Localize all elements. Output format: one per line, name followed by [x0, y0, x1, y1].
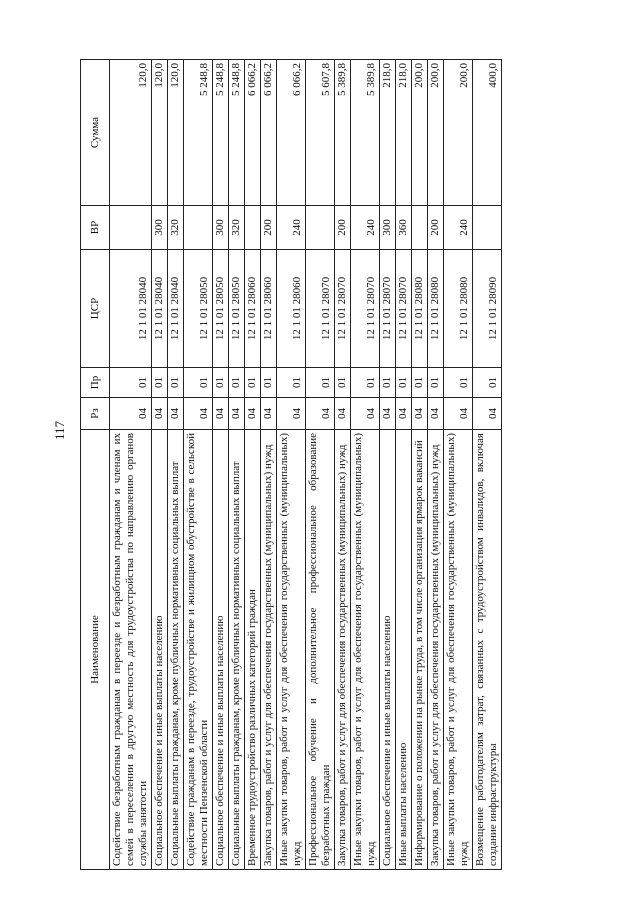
- cell-rz: 04: [473, 398, 502, 430]
- cell-rz: 04: [412, 398, 428, 430]
- cell-csr: 12 1 01 28070: [380, 250, 396, 368]
- cell-name: Закупка товаров, работ и услуг для обеспечения государственных (муниципальных) нужд: [261, 430, 277, 870]
- cell-csr: 12 1 01 28070: [351, 250, 380, 368]
- cell-vr: 320: [229, 206, 245, 250]
- table-row: [380, 60, 396, 870]
- cell-sum: 400,0: [473, 60, 502, 206]
- cell-csr: 12 1 01 28060: [277, 250, 306, 368]
- table-row: [473, 60, 502, 870]
- cell-vr: 240: [351, 206, 380, 250]
- table-row: [444, 60, 473, 870]
- cell-vr: [110, 206, 152, 250]
- table-row: [184, 60, 213, 870]
- cell-sum: 5 248,8: [184, 60, 213, 206]
- cell-pr: 01: [277, 368, 306, 398]
- header-vr: ВР: [81, 206, 110, 250]
- cell-vr: 200: [428, 206, 444, 250]
- cell-csr: 12 1 01 28060: [261, 250, 277, 368]
- cell-vr: 240: [444, 206, 473, 250]
- cell-name: Иные закупки товаров, работ и услуг для обеспечения государственных (муниципальных) нужд: [444, 430, 473, 870]
- cell-csr: 12 1 01 28050: [213, 250, 229, 368]
- table-row: [412, 60, 428, 870]
- cell-rz: 04: [444, 398, 473, 430]
- table-row: [245, 60, 261, 870]
- cell-name: Социальное обеспечение и иные выплаты населению: [213, 430, 229, 870]
- cell-rz: 04: [351, 398, 380, 430]
- cell-pr: 01: [380, 368, 396, 398]
- cell-rz: 04: [306, 398, 335, 430]
- table-row: [335, 60, 351, 870]
- cell-sum: 218,0: [380, 60, 396, 206]
- cell-vr: 240: [277, 206, 306, 250]
- cell-csr: 12 1 01 28040: [168, 250, 184, 368]
- cell-csr: 12 1 01 28090: [473, 250, 502, 368]
- cell-vr: 300: [152, 206, 168, 250]
- cell-sum: 200,0: [428, 60, 444, 206]
- cell-name: Профессиональное обучение и дополнительное профессиональное образование безработных граждан: [306, 430, 335, 870]
- table-row: [168, 60, 184, 870]
- cell-name: Содействие гражданам в переезде, трудоустройстве и жилищном обустройстве в сельской местности Пензенской области: [184, 430, 213, 870]
- cell-rz: 04: [335, 398, 351, 430]
- cell-csr: 12 1 01 28050: [184, 250, 213, 368]
- header-csr: ЦСР: [81, 250, 110, 368]
- cell-vr: 300: [213, 206, 229, 250]
- cell-name: Социальные выплаты гражданам, кроме публичных нормативных социальных выплат: [229, 430, 245, 870]
- cell-csr: 12 1 01 28070: [396, 250, 412, 368]
- cell-name: Информирование о положении на рынке труда, в том числе организация ярмарок вакансий: [412, 430, 428, 870]
- cell-name: Иные выплаты населению: [396, 430, 412, 870]
- cell-pr: 01: [110, 368, 152, 398]
- table-row: [351, 60, 380, 870]
- cell-pr: 01: [412, 368, 428, 398]
- cell-csr: 12 1 01 28070: [335, 250, 351, 368]
- cell-csr: 12 1 01 28050: [229, 250, 245, 368]
- cell-pr: 01: [229, 368, 245, 398]
- table-row: [277, 60, 306, 870]
- cell-pr: 01: [335, 368, 351, 398]
- cell-rz: 04: [168, 398, 184, 430]
- cell-rz: 04: [396, 398, 412, 430]
- cell-rz: 04: [428, 398, 444, 430]
- table-row: [110, 60, 152, 870]
- cell-vr: 200: [335, 206, 351, 250]
- cell-rz: 04: [261, 398, 277, 430]
- cell-pr: 01: [306, 368, 335, 398]
- cell-csr: 12 1 01 28040: [110, 250, 152, 368]
- cell-vr: [306, 206, 335, 250]
- header-name: Наименование: [81, 430, 110, 870]
- cell-name: Иные закупки товаров, работ и услуг для обеспечения государственных (муниципальных) нужд: [351, 430, 380, 870]
- cell-sum: 6 066,2: [277, 60, 306, 206]
- cell-rz: 04: [245, 398, 261, 430]
- cell-pr: 01: [444, 368, 473, 398]
- cell-csr: 12 1 01 28080: [428, 250, 444, 368]
- cell-rz: 04: [229, 398, 245, 430]
- cell-name: Закупка товаров, работ и услуг для обеспечения государственных (муниципальных) нужд: [428, 430, 444, 870]
- cell-vr: 200: [261, 206, 277, 250]
- cell-pr: 01: [261, 368, 277, 398]
- cell-sum: 200,0: [412, 60, 428, 206]
- cell-sum: 5 389,8: [335, 60, 351, 206]
- cell-pr: 01: [168, 368, 184, 398]
- cell-rz: 04: [152, 398, 168, 430]
- cell-rz: 04: [277, 398, 306, 430]
- table-row: [306, 60, 335, 870]
- table-row: [229, 60, 245, 870]
- cell-sum: 120,0: [152, 60, 168, 206]
- cell-name: Содействие безработным гражданам в переезде и безработным гражданам и членам их семей в переселении в другую местность для трудоустройства по направлению органов службы занятости: [110, 430, 152, 870]
- cell-name: Социальное обеспечение и иные выплаты населению: [152, 430, 168, 870]
- cell-pr: 01: [473, 368, 502, 398]
- header-sum: Сумма: [81, 60, 110, 206]
- table-row: [261, 60, 277, 870]
- table-row: [428, 60, 444, 870]
- cell-pr: 01: [245, 368, 261, 398]
- cell-csr: 12 1 01 28080: [444, 250, 473, 368]
- cell-vr: [412, 206, 428, 250]
- cell-sum: 6 066,2: [245, 60, 261, 206]
- cell-pr: 01: [428, 368, 444, 398]
- cell-vr: [473, 206, 502, 250]
- cell-csr: 12 1 01 28040: [152, 250, 168, 368]
- cell-sum: 218,0: [396, 60, 412, 206]
- cell-sum: 6 066,2: [261, 60, 277, 206]
- cell-sum: 5 248,8: [213, 60, 229, 206]
- cell-vr: 360: [396, 206, 412, 250]
- cell-pr: 01: [184, 368, 213, 398]
- cell-name: Возмещение работодателям затрат, связанных с трудоустройством инвалидов, включая создание инфраструктуры: [473, 430, 502, 870]
- budget-table: [80, 59, 502, 870]
- cell-name: Закупка товаров, работ и услуг для обеспечения государственных (муниципальных) нужд: [335, 430, 351, 870]
- cell-pr: 01: [351, 368, 380, 398]
- table-row: [396, 60, 412, 870]
- cell-sum: 120,0: [110, 60, 152, 206]
- cell-rz: 04: [213, 398, 229, 430]
- cell-pr: 01: [396, 368, 412, 398]
- cell-sum: 5 607,8: [306, 60, 335, 206]
- cell-vr: 320: [168, 206, 184, 250]
- cell-sum: 200,0: [444, 60, 473, 206]
- cell-csr: 12 1 01 28060: [245, 250, 261, 368]
- cell-csr: 12 1 01 28070: [306, 250, 335, 368]
- cell-pr: 01: [213, 368, 229, 398]
- cell-sum: 120,0: [168, 60, 184, 206]
- cell-rz: 04: [380, 398, 396, 430]
- cell-vr: [245, 206, 261, 250]
- cell-sum: 5 389,8: [351, 60, 380, 206]
- cell-name: Социальное обеспечение и иные выплаты населению: [380, 430, 396, 870]
- cell-vr: [184, 206, 213, 250]
- budget-table-frame: [80, 60, 550, 870]
- header-rz: Рз: [81, 398, 110, 430]
- header-pr: Пр: [81, 368, 110, 398]
- cell-vr: 300: [380, 206, 396, 250]
- cell-pr: 01: [152, 368, 168, 398]
- cell-rz: 04: [110, 398, 152, 430]
- page-number: 117: [52, 420, 67, 440]
- cell-name: Социальные выплаты гражданам, кроме публичных нормативных социальных выплат: [168, 430, 184, 870]
- table-row: [152, 60, 168, 870]
- cell-name: Иные закупки товаров, работ и услуг для обеспечения государственных (муниципальных) нужд: [277, 430, 306, 870]
- table-row: [213, 60, 229, 870]
- cell-name: Временное трудоустройство различных категорий граждан: [245, 430, 261, 870]
- table-header-row: [81, 60, 110, 870]
- cell-sum: 5 248,8: [229, 60, 245, 206]
- cell-csr: 12 1 01 28080: [412, 250, 428, 368]
- cell-rz: 04: [184, 398, 213, 430]
